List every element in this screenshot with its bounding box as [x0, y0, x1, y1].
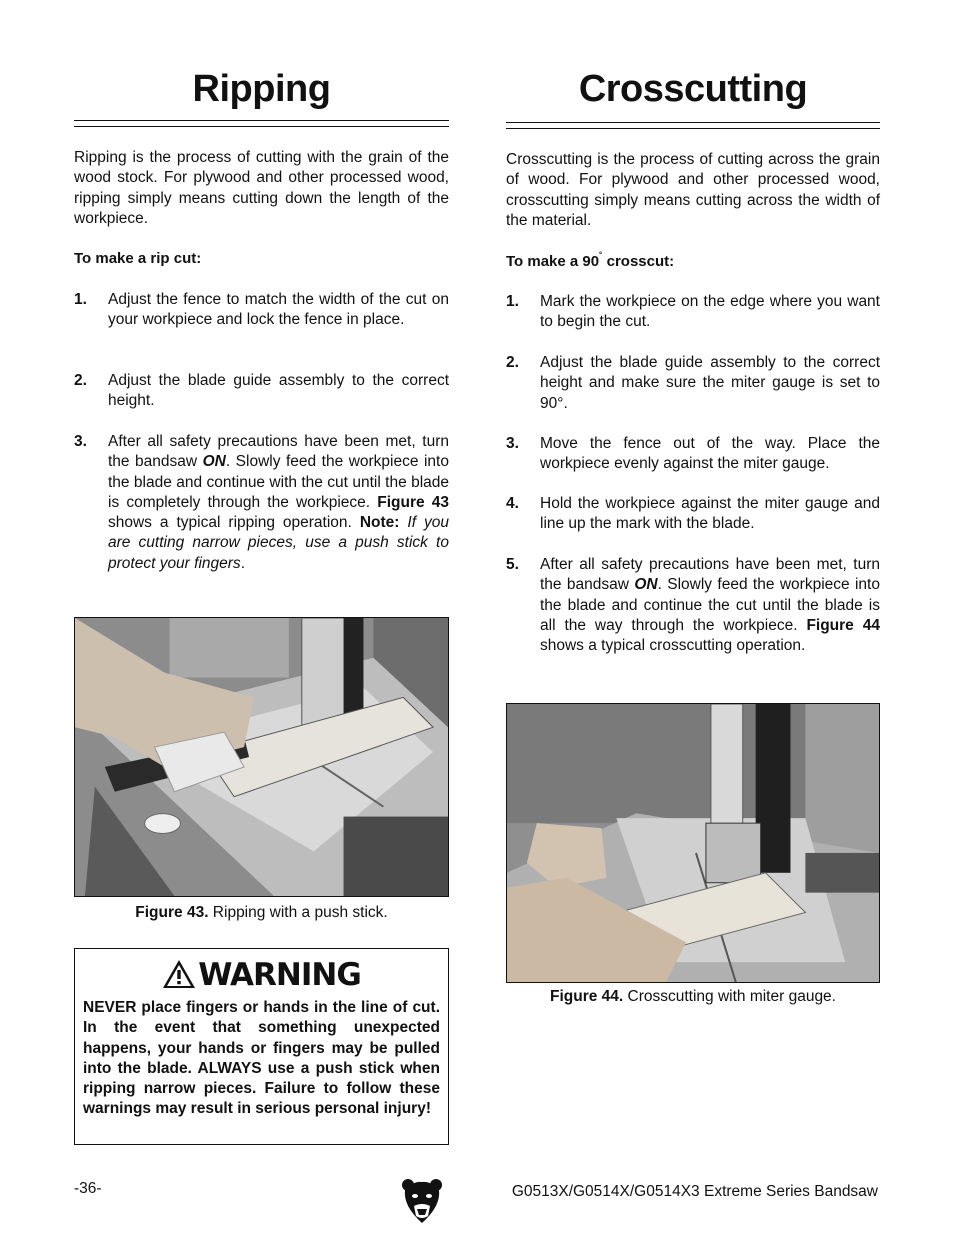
grizzly-bear-logo: [401, 1176, 443, 1224]
on-emphasis: ON: [634, 576, 658, 594]
figure-43-photo: [74, 617, 449, 897]
ripping-intro: Ripping is the process of cutting with the grain of the wood stock. For plywood and other processed wood, ripping simply means cutting down the length of the workpiece.: [74, 149, 449, 227]
crosscut-step-5: 5. After all safety precautions have been met, turn the bandsaw ON. Slowly feed the workpiece into the blade and continue the cut until the blade is all the way through the workpiece. Figure 44 shows a typical crosscutting operation.: [506, 556, 880, 655]
rip-cut-subheading: To make a rip cut:: [74, 250, 202, 267]
figure-43-reference: Figure 43: [377, 493, 449, 511]
title-rule: [74, 120, 449, 127]
rip-step-3: 3. After all safety precautions have been met, turn the bandsaw ON. Slowly feed the workpiece into the blade and continue with the cut until the blade is completely through the workpiece. Figure 43 shows a typical ripping operation. Note: If you are cutting narrow pieces, use a push stick to protect your fingers.: [74, 433, 450, 572]
crosscut-step-2: 2. Adjust the blade guide assembly to the correct height and make sure the miter gauge is set to 90°.: [506, 354, 880, 412]
rip-step-2: 2. Adjust the blade guide assembly to the correct height.: [74, 372, 449, 410]
title-rule: [506, 122, 880, 129]
warning-text: NEVER place fingers or hands in the line of cut. In the event that something unexpected happens, your hands or fingers may be pulled into the blade. ALWAYS use a push stick when ripping narrow pieces. Failure to follow these warnings may result in serious personal injury!: [83, 999, 440, 1118]
crosscutting-intro: Crosscutting is the process of cutting across the grain of wood. For plywood and other processed wood, crosscutting simply means cutting across the width of the material.: [506, 151, 880, 229]
crosscut-subheading: To make a 90˚ crosscut:: [506, 252, 675, 270]
ripping-photo-illustration: [75, 618, 448, 896]
crosscut-step-3: 3. Move the fence out of the way. Place the workpiece evenly against the miter gauge.: [506, 435, 880, 473]
crosscut-step-4: 4. Hold the workpiece against the miter gauge and line up the mark with the blade.: [506, 495, 880, 533]
crosscutting-photo-illustration: [507, 704, 879, 982]
warning-box: [74, 948, 449, 1145]
page-number: -36-: [74, 1180, 102, 1197]
model-name: G0513X/G0514X/G0514X3 Extreme Series Bandsaw: [511, 1183, 878, 1200]
note-label: Note:: [359, 514, 400, 532]
rip-step-1: 1. Adjust the fence to match the width of the cut on your workpiece and lock the fence in place.: [74, 291, 449, 329]
figure-44-reference: Figure 44: [806, 616, 880, 634]
section-title-crosscutting: Crosscutting: [578, 68, 808, 110]
crosscut-step-1: 1. Mark the workpiece on the edge where you want to begin the cut.: [506, 293, 880, 331]
warning-triangle-icon: [162, 957, 198, 993]
note-text: If you are cutting narrow pieces, use a push stick to protect your fingers: [108, 514, 450, 572]
on-emphasis: ON: [202, 453, 226, 471]
section-title-ripping: Ripping: [192, 68, 331, 110]
figure-43-caption: Figure 43. Ripping with a push stick.: [135, 904, 388, 921]
figure-44-photo: [506, 703, 880, 983]
warning-heading: WARNING: [83, 957, 440, 993]
figure-44-caption: Figure 44. Crosscutting with miter gauge.: [549, 988, 836, 1005]
